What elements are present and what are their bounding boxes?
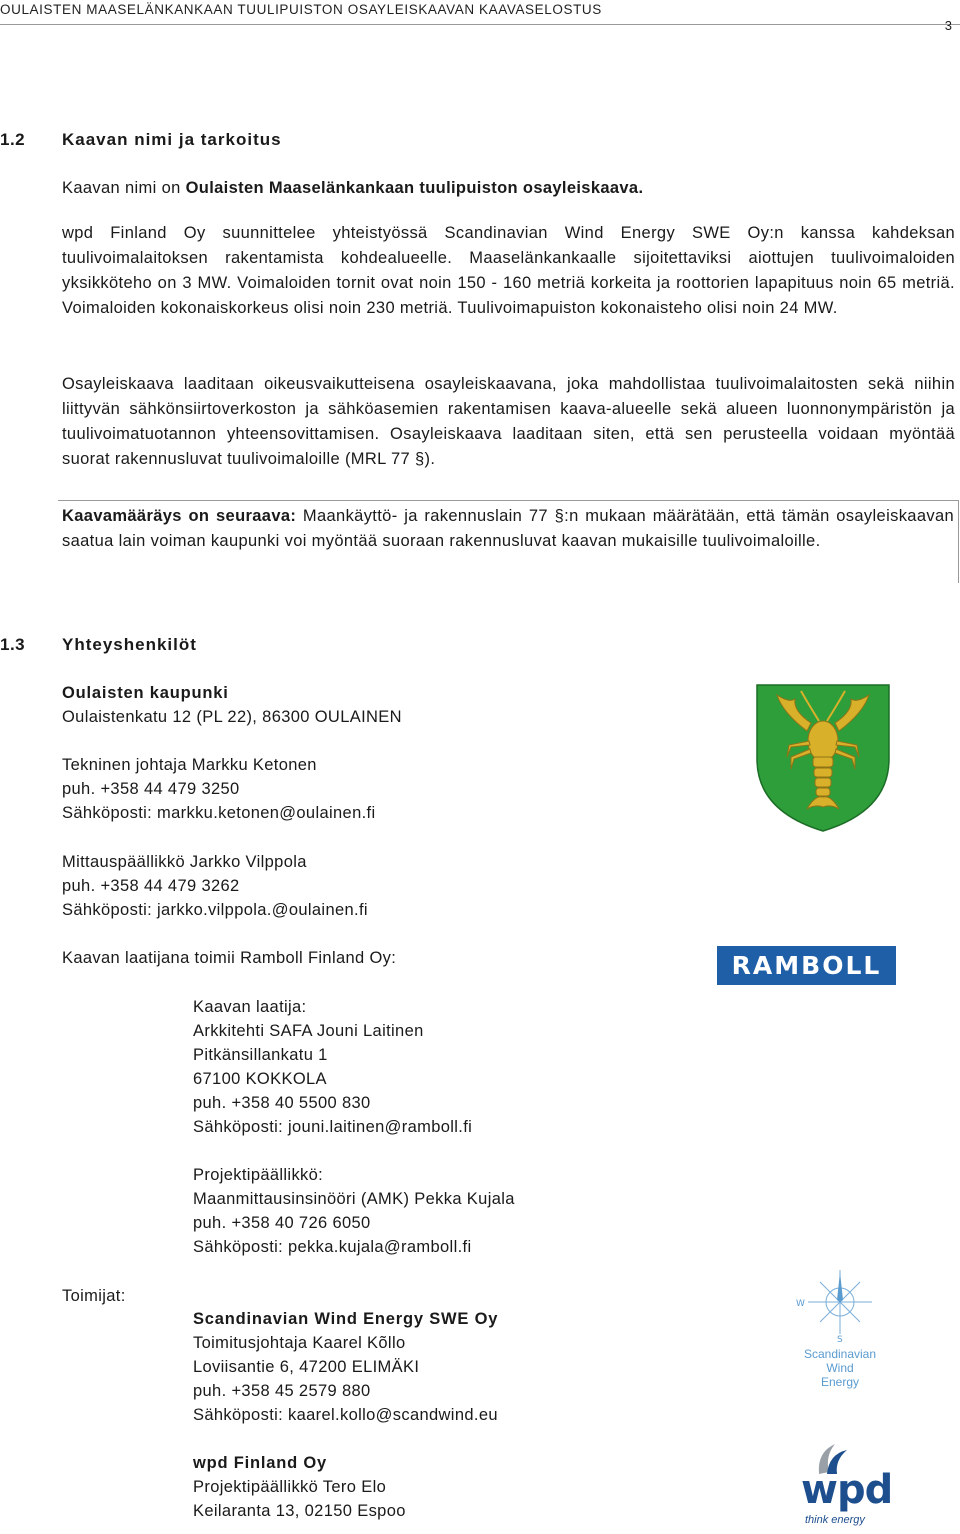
- contact-phone: puh. +358 44 479 3262: [62, 877, 240, 895]
- swe-logo-line: Scandinavian: [803, 1347, 877, 1361]
- planner-street: Pitkänsillankatu 1: [193, 1046, 328, 1064]
- pm-label: Projektipäällikkö:: [193, 1166, 324, 1184]
- section-number-1-3: 1.3: [0, 635, 26, 654]
- swe-ceo: Toimitusjohtaja Kaarel Kõllo: [193, 1334, 406, 1352]
- pm-name: Maanmittausinsinööri (AMK) Pekka Kujala: [193, 1190, 515, 1208]
- wpd-address: Keilaranta 13, 02150 Espoo: [193, 1502, 406, 1520]
- regulation-text: Maankäyttö- ja rakennuslain 77 §:n mukaan määrätään, että tämän osayleiskaavan saatua lain voiman kaupunki voi myöntää suoraan rakennusluvat kaavan mukaisille tuulivoimaloille.: [62, 507, 954, 550]
- paragraph-project: wpd Finland Oy suunnittelee yhteistyössä Scandinavian Wind Energy SWE Oy:n kanssa kahdeksan tuulivoimalaitoksen rakentamista kohdealueelle. Maaselänkankaalle sijoitettaviksi aiottujen tuulivoimaloiden yksikköteho on 3 MW. Voimaloiden tornit ovat noin 150 - 160 metriä korkeita ja roottorien lapapituus noin 65 metriä. Voimaloiden kokonaiskorkeus olisi noin 230 metriä. Tuulivoimapuiston kokonaisteho olisi noin 24 MW.: [62, 224, 955, 317]
- paragraph-purpose: Osayleiskaava laaditaan oikeusvaikutteisena osayleiskaavana, joka mahdollistaa tuulivoimalaitosten sekä niihin liittyvän sähkönsiirtoverkoston ja sähköasemien rakentamisen kaava-alueelle sekä alueen luonnonympäristön ja tuulivoimatuotannon yhteensovittamisen. Osayleiskaava laaditaan siten, että sen perusteella voidaan myöntää suorat rakennusluvat tuulivoimaloille (MRL 77 §).: [62, 375, 955, 468]
- swe-logo-line: Wind: [826, 1361, 854, 1375]
- wpd-contact: [193, 1451, 406, 1523]
- city-contact-2: [62, 850, 368, 922]
- wpd-name: wpd Finland Oy: [193, 1454, 328, 1472]
- swe-logo-line: Energy: [820, 1375, 860, 1389]
- ramboll-logo: [717, 946, 896, 985]
- wpd-logo: [795, 1440, 915, 1530]
- contact-phone: puh. +358 44 479 3250: [62, 780, 240, 798]
- plan-name: Oulaisten Maaselänkankaan tuulipuiston osayleiskaava.: [185, 179, 644, 197]
- city-name: Oulaisten kaupunki: [62, 684, 229, 702]
- section-number-1-2: 1.2: [0, 130, 26, 149]
- plan-name-line: [62, 176, 955, 201]
- planner-phone: puh. +358 40 5500 830: [193, 1094, 371, 1112]
- contact-email: Sähköposti: markku.ketonen@oulainen.fi: [62, 804, 376, 822]
- pm-phone: puh. +358 40 726 6050: [193, 1214, 371, 1232]
- regulation-heading: Kaavamääräys on seuraava:: [62, 507, 297, 525]
- operators-label: Toimijat:: [62, 1287, 126, 1305]
- swe-name: Scandinavian Wind Energy SWE Oy: [193, 1310, 499, 1328]
- header-rule: [0, 24, 960, 25]
- swe-contact: [193, 1307, 498, 1427]
- compass-rose-icon: [780, 1262, 900, 1342]
- regulation-paragraph: [62, 504, 954, 554]
- wpd-tagline: think energy: [805, 1514, 865, 1526]
- running-header: OULAISTEN MAASELÄNKANKAAN TUULIPUISTON OSAYLEISKAAVAN KAAVASELOSTUS: [0, 2, 602, 17]
- contact-title: Mittauspäällikkö Jarkko Vilppola: [62, 853, 307, 871]
- contact-email: Sähköposti: jarkko.vilppola.@oulainen.fi: [62, 901, 368, 919]
- planner-label: Kaavan laatija:: [193, 998, 307, 1016]
- plan-name-prefix: Kaavan nimi on: [62, 179, 186, 197]
- project-manager-contact: [193, 1163, 515, 1259]
- planner-contact: [193, 995, 472, 1139]
- planner-email: Sähköposti: jouni.laitinen@ramboll.fi: [193, 1118, 473, 1136]
- swe-logo: [780, 1262, 900, 1402]
- planner-name: Arkkitehti SAFA Jouni Laitinen: [193, 1022, 424, 1040]
- compass-w-label: W: [796, 1299, 805, 1309]
- contact-title: Tekninen johtaja Markku Ketonen: [62, 756, 317, 774]
- wpd-logo-text: wpd: [801, 1467, 893, 1513]
- pm-email: Sähköposti: pekka.kujala@ramboll.fi: [193, 1238, 472, 1256]
- planner-city: 67100 KOKKOLA: [193, 1070, 327, 1088]
- oulainen-crest-logo: [755, 683, 891, 833]
- ramboll-intro: Kaavan laatijana toimii Ramboll Finland Oy:: [62, 949, 397, 967]
- city-contact-1: [62, 753, 375, 825]
- city-address: Oulaistenkatu 12 (PL 22), 86300 OULAINEN: [62, 708, 402, 726]
- swe-phone: puh. +358 45 2579 880: [193, 1382, 371, 1400]
- section-title-1-2: Kaavan nimi ja tarkoitus: [62, 130, 282, 149]
- swe-logo-text: [780, 1347, 900, 1389]
- compass-s-label: S: [837, 1335, 843, 1342]
- swe-email: Sähköposti: kaarel.kollo@scandwind.eu: [193, 1406, 498, 1424]
- ramboll-logo-text: RAMBOLL: [731, 951, 882, 980]
- section-title-1-3: Yhteyshenkilöt: [62, 635, 197, 654]
- swe-address: Loviisantie 6, 47200 ELIMÄKI: [193, 1358, 420, 1376]
- page-number: 3: [944, 18, 952, 33]
- regulation-box: [58, 500, 959, 583]
- wpd-manager: Projektipäällikkö Tero Elo: [193, 1478, 387, 1496]
